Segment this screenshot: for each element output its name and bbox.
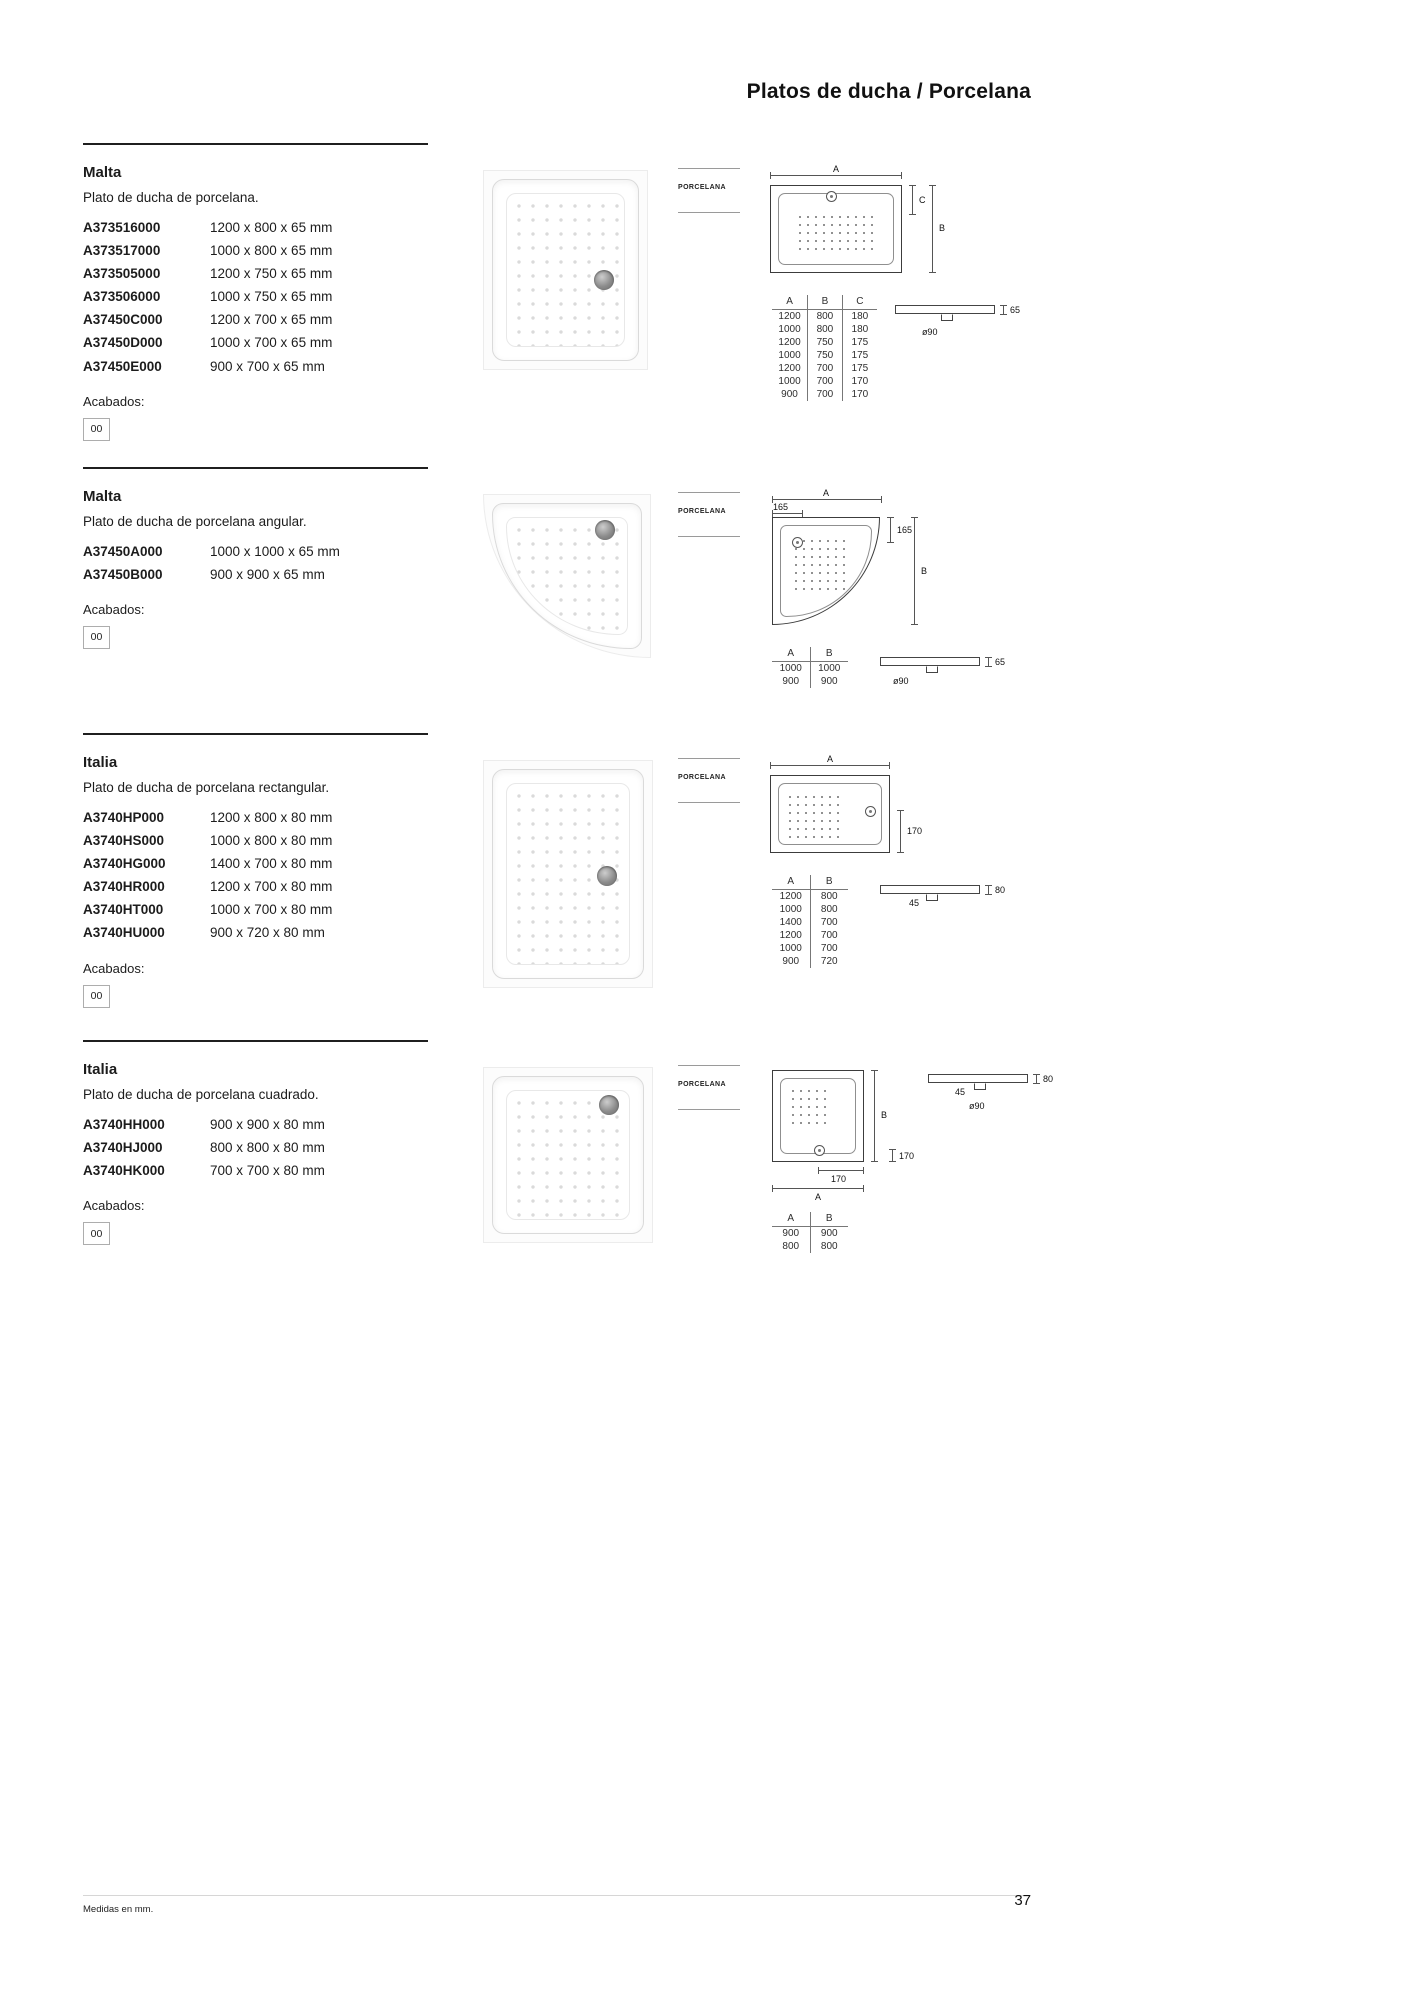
diagram-column [740,467,1031,697]
dim-label-b: B [921,566,928,576]
product-info-column [83,467,428,649]
product-description: Plato de ducha de porcelana cuadrado. [83,1086,319,1102]
dim-cell: 700 [810,916,848,929]
product-code: A37450D000 [83,335,163,351]
section-divider [83,467,428,469]
dim-cell: 175 [842,349,877,362]
col-header: C [842,295,877,310]
product-code: A3740HJ000 [83,1139,163,1155]
table-header-row [772,647,848,662]
product-code: A3740HS000 [83,832,165,848]
finish-code-box: 00 [83,1222,110,1245]
product-size: 1000 x 700 x 80 mm [210,902,333,918]
product-title: Italia [83,1060,118,1078]
product-code: A37450C000 [83,312,163,328]
diagram-column [740,143,1031,401]
profile-drawing [893,295,1031,345]
dim-cell: 1000 [778,324,801,335]
product-row [83,902,428,925]
profile-drawing [926,1062,1076,1122]
dim-line [988,657,989,667]
material-strip [678,467,740,537]
product-size: 900 x 700 x 65 mm [210,358,325,374]
dim-cell: 700 [808,375,843,388]
product-list [83,1117,428,1187]
product-row [83,567,428,590]
dimensions-table [772,1212,848,1253]
section-malta-angular [83,467,1031,697]
tray [492,1076,644,1234]
product-code: A3740HP000 [83,809,165,825]
table-row [772,662,848,676]
product-title: Malta [83,487,122,505]
tray [492,769,644,979]
dim-label-height: 80 [995,885,1006,895]
table-row [772,675,848,688]
table-row [772,310,877,324]
dim-cell: 170 [842,375,877,388]
dim-label-offset: 165 [773,502,789,512]
dim-label-offset: 170 [899,1151,915,1161]
dim-cell: 800 [810,1240,848,1253]
strip-line [678,758,740,759]
table-row [772,375,877,388]
dim-cell: 900 [810,675,848,688]
table-row [772,929,848,942]
finish-code-box: 00 [83,985,110,1008]
dim-label-drain: ø90 [969,1101,985,1111]
technical-drawing-top-view [770,165,970,283]
product-list [83,220,428,382]
product-row [83,1117,428,1140]
dim-label-c: C [919,195,926,205]
section-divider [83,143,428,145]
col-header: B [808,295,843,310]
product-size: 1200 x 700 x 65 mm [210,312,333,328]
product-code: A37450E000 [83,358,162,374]
profile-drawing [878,647,1028,697]
dots-pattern [793,210,879,252]
table-row [772,916,848,929]
product-row [83,810,428,833]
tray-outline [770,185,902,273]
section-italia-cuadrado [83,1040,1054,1253]
product-size: 1200 x 700 x 80 mm [210,879,333,895]
table-row [772,890,848,904]
drain-symbol [792,537,803,548]
table-row [772,349,877,362]
table-row [772,942,848,955]
product-row [83,289,428,312]
table-header-row [772,1212,848,1227]
material-label: PORCELANA [678,774,726,781]
product-size: 900 x 900 x 65 mm [210,566,325,582]
dimensions-table [772,647,848,688]
drain [597,866,617,886]
dim-cell: 1400 [779,917,802,928]
dim-cell: 1000 [779,943,802,954]
dim-line [912,185,913,215]
section-divider [83,1040,428,1042]
diagram-column [740,1040,1076,1253]
tray [492,179,639,361]
section-italia-rectangular [83,733,1031,1008]
dim-cell: 800 [808,323,843,336]
product-row [83,359,428,382]
strip-line [678,802,740,803]
tray-outline [770,775,890,853]
dim-line [932,185,933,273]
dim-line [772,1188,864,1189]
footer-rule [83,1895,1031,1896]
photo-column [428,143,668,370]
product-size: 1000 x 700 x 65 mm [210,335,333,351]
dim-line [914,517,915,625]
dim-cell: 1200 [778,337,801,348]
dim-label-b: B [939,223,946,233]
product-code: A3740HK000 [83,1162,165,1178]
material-label: PORCELANA [678,184,726,191]
dim-label-drain-offset: 45 [909,898,920,908]
product-code: A3740HG000 [83,855,166,871]
table-header-row [772,295,877,310]
col-header: B [810,647,848,662]
dim-label-a: A [827,754,834,764]
dim-label-b: B [881,1110,888,1120]
material-label: PORCELANA [678,1081,726,1088]
dim-label-a: A [833,164,840,174]
dim-cell: 900 [782,676,800,687]
dim-cell: 800 [782,1241,800,1252]
dim-line [892,1149,893,1162]
dim-label-offset: 170 [831,1174,847,1184]
drain [594,270,614,290]
table-row [772,362,877,375]
product-row [83,879,428,902]
product-size: 1200 x 800 x 80 mm [210,809,333,825]
col-header: B [810,875,848,890]
product-code: A3740HT000 [83,902,164,918]
product-size: 900 x 720 x 80 mm [210,925,325,941]
dim-cell: 700 [810,942,848,955]
product-size: 1000 x 1000 x 65 mm [210,543,340,559]
profile-drain [974,1083,986,1090]
photo-column [428,1040,668,1243]
dim-line [772,499,882,500]
dim-cell: 800 [808,310,843,324]
section-divider [83,733,428,735]
product-row [83,833,428,856]
tray-floor-outline [780,1078,856,1154]
dim-label-drain-offset: 45 [955,1087,966,1097]
dim-line [1003,305,1004,315]
dim-label-height: 80 [1043,1074,1054,1084]
profile-body [880,657,980,666]
product-title: Italia [83,753,118,771]
product-list [83,810,428,949]
dim-cell: 1000 [778,350,801,361]
profile-drawing [878,875,1028,925]
product-row [83,335,428,358]
col-header: A [772,1212,810,1227]
dim-cell: 800 [810,890,848,904]
dim-label-offset: 170 [907,826,923,836]
dim-cell: 700 [808,362,843,375]
profile-body [928,1074,1028,1083]
dim-line [772,513,803,514]
drain-symbol [826,191,837,202]
dim-cell: 180 [842,323,877,336]
profile-body [895,305,995,314]
photo-column [428,467,668,658]
dots-pattern [786,1084,831,1125]
dim-line [818,1170,864,1171]
product-description: Plato de ducha de porcelana angular. [83,513,307,529]
product-size: 800 x 800 x 80 mm [210,1139,325,1155]
dim-cell: 1000 [779,663,802,674]
dots-pattern [783,790,843,838]
dim-cell: 1000 [779,904,802,915]
strip-line [678,168,740,169]
product-row [83,266,428,289]
table-row [772,903,848,916]
finish-code-box: 00 [83,626,110,649]
product-size: 1200 x 800 x 65 mm [210,219,333,235]
dim-label-drain: ø90 [893,676,909,686]
product-description: Plato de ducha de porcelana. [83,189,259,205]
strip-line [678,492,740,493]
material-strip [678,143,740,213]
dim-label-a: A [815,1192,822,1202]
dim-cell: 1200 [779,891,802,902]
profile-drain [926,894,938,901]
dimensions-table [772,295,877,401]
acabados-label: Acabados: [83,960,145,976]
product-code: A3740HH000 [83,1116,165,1132]
dim-cell: 175 [842,362,877,375]
product-code: A373516000 [83,219,161,235]
dim-cell: 750 [808,349,843,362]
product-description: Plato de ducha de porcelana rectangular. [83,779,330,795]
product-photo [483,494,651,658]
strip-line [678,1065,740,1066]
drain [599,1095,619,1115]
page-number: 37 [1014,1892,1031,1909]
dim-cell: 750 [808,336,843,349]
dim-cell: 1200 [779,930,802,941]
dim-line [890,517,891,543]
product-title: Malta [83,163,122,181]
footer-note: Medidas en mm. [83,1904,154,1915]
strip-line [678,212,740,213]
dim-cell: 900 [782,956,800,967]
product-size: 1000 x 800 x 80 mm [210,832,333,848]
profile-body [880,885,980,894]
drain-symbol [814,1145,825,1156]
drawing-row [770,1062,1076,1204]
dim-cell: 900 [810,1227,848,1241]
product-size: 1000 x 800 x 65 mm [210,242,333,258]
dim-line [900,810,901,853]
page-title: Platos de ducha / Porcelana [746,80,1031,103]
product-info-column [83,733,428,1008]
product-code: A37450B000 [83,566,163,582]
product-list [83,544,428,590]
dim-label-height: 65 [1009,305,1020,315]
dim-cell: 1000 [778,376,801,387]
product-photo [483,760,653,988]
product-row [83,544,428,567]
dim-line [1036,1074,1037,1084]
dim-label-drain: ø90 [921,327,938,337]
finish-code-box: 00 [83,418,110,441]
drain [595,520,615,540]
product-photo [483,170,648,370]
table-row [772,336,877,349]
tray-floor-outline [778,193,894,265]
product-code: A373506000 [83,289,161,305]
dim-cell: 180 [842,310,877,324]
dim-label-height: 65 [995,657,1006,667]
profile-drain [926,666,938,673]
acabados-label: Acabados: [83,601,145,617]
product-size: 900 x 900 x 80 mm [210,1116,325,1132]
col-header: A [772,875,810,890]
product-row [83,856,428,879]
tray-outline [772,517,880,625]
dim-label-offset: 165 [897,525,913,535]
dim-cell: 170 [842,388,877,401]
product-code: A3740HU000 [83,925,165,941]
col-header: A [772,647,810,662]
dim-cell: 1200 [778,311,801,322]
acabados-label: Acabados: [83,393,145,409]
technical-drawing-top-view [770,755,970,863]
tray-outline [772,1070,864,1162]
material-strip [678,733,740,803]
col-header: A [772,295,808,310]
table-row [772,1227,848,1241]
table-row [772,388,877,401]
dim-line [770,765,890,766]
product-row [83,925,428,948]
product-info-column [83,1040,428,1245]
table-header-row [772,875,848,890]
product-size: 1200 x 750 x 65 mm [210,265,333,281]
photo-column [428,733,668,988]
product-info-column [83,143,428,441]
dim-line [988,885,989,895]
product-size: 700 x 700 x 80 mm [210,1162,325,1178]
technical-drawing-top-view [770,489,960,635]
dim-cell: 1000 [810,662,848,676]
product-photo [483,1067,653,1243]
table-row [772,1240,848,1253]
dim-cell: 900 [781,389,798,400]
col-header: B [810,1212,848,1227]
strip-line [678,1109,740,1110]
product-size: 1400 x 700 x 80 mm [210,855,333,871]
dim-cell: 720 [810,955,848,968]
product-row [83,220,428,243]
table-row [772,955,848,968]
product-row [83,243,428,266]
product-code: A373517000 [83,242,161,258]
product-row [83,1140,428,1163]
product-code: A37450A000 [83,543,163,559]
dim-label-a: A [823,488,830,498]
material-strip [678,1040,740,1110]
dim-line [874,1070,875,1162]
dim-cell: 700 [808,388,843,401]
product-code: A373505000 [83,265,161,281]
product-row [83,312,428,335]
dim-cell: 700 [810,929,848,942]
drain-symbol [865,806,876,817]
section-malta-rectangular [83,143,1031,441]
dim-cell: 1200 [778,363,801,374]
table-row [772,323,877,336]
dim-cell: 800 [810,903,848,916]
material-label: PORCELANA [678,508,726,515]
diagram-column [740,733,1031,968]
strip-line [678,536,740,537]
profile-drain [941,314,953,321]
acabados-label: Acabados: [83,1198,145,1214]
dim-cell: 175 [842,336,877,349]
dimensions-table [772,875,848,968]
dim-line [770,175,902,176]
dim-cell: 900 [782,1228,800,1239]
product-row [83,1163,428,1186]
technical-drawing-top-view [770,1062,920,1204]
product-size: 1000 x 750 x 65 mm [210,289,333,305]
tray [492,503,642,649]
product-code: A3740HR000 [83,879,165,895]
